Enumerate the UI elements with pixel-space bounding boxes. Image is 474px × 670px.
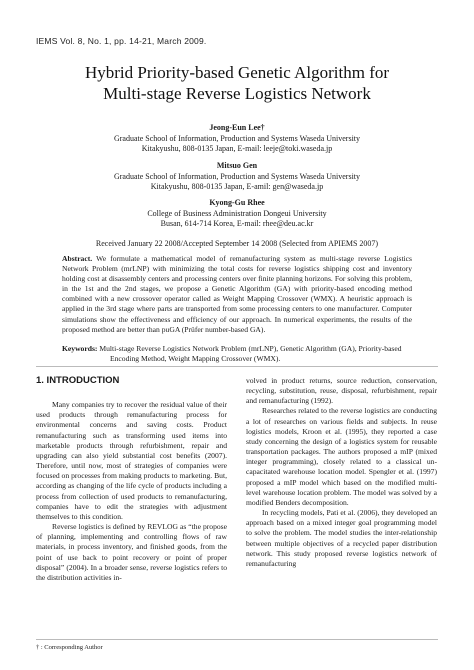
keywords-label: Keywords: [62,344,98,353]
left-column [36,376,227,583]
author-affiliation: Graduate School of Information, Production and Systems Waseda University [113,133,361,143]
right-column [246,376,437,569]
author-address: Kitakyushu, 808-0135 Japan, E-amil: gen@waseda.jp [150,182,324,191]
author-affiliation: Graduate School of Information, Production and Systems Waseda University [113,171,361,181]
paragraph: Many companies try to recover the residual value of their used products through remanufacturing process for environmental concerns and saving costs. Product remanufacturing such as transforming used items into marketable products through refurbishment, repair and upgrading can also yield substantial cost benefits (2007). Therefore, until now, most of strategies of companies were focused on processes from making products to marketing. But, according as changing of the life cycle of products including a process from collection of used products to remanufacturing, companies have to edit the strategies with adjustment themselves to this condition. [36,400,227,521]
abstract-label: Abstract. [62,254,93,263]
keywords-text-1: Multi-stage Reverse Logistics Network Problem (mrLNP), Genetic Algorithm (GA), Priority-based [99,344,402,353]
keywords [62,344,412,364]
section-divider [36,366,438,367]
footnote: † : Corresponding Author [36,644,103,651]
author-name: Kyong-Gu Rhee [209,198,265,207]
journal-reference: IEMS Vol. 8, No. 1, pp. 14-21, March 2009. [36,36,207,46]
paper-title [0,62,474,104]
author-name: Jeong-Eun Lee† [209,123,265,132]
author-block-1 [0,123,474,155]
received-date: Received January 22 2008/Accepted September 14 2008 (Selected from APIEMS 2007) [95,239,379,248]
author-name: Mitsuo Gen [216,161,258,170]
abstract [62,254,412,335]
paragraph: In recycling models, Pati et al. (2006), they developed an approach based on a mixed integer goal programming model to solve the problem. The model studies the inter-relationship between multiple objectives of a recycled paper distribution network. This study proposed reverse logistics network of remanufacturing [246,508,437,568]
abstract-text: We formulate a mathematical model of remanufacturing system as multi-stage reverse Logistics Network Problem (mrLNP) with minimizing the total costs for reverse logistics shipping cost and inventory holding cost at disassembly centers and processing centers over finite planning horizons. For solving this problem, in the 1st and the 2nd stages, we propose a Genetic Algorithm (GA) with priority-based encoding method combined with a new crossover operator called as Weight Mapping Crossover (WMX). A heuristic approach is applied in the 3rd stage where parts are transported from some processing centers to one manufacturer. Computer simulations show the effectiveness and efficiency of our approach. In numerical experiments, the results of the proposed method are better than puGA (Prüfer number-based GA). [62,254,412,334]
title-line-2: Multi-stage Reverse Logistics Network [103,84,371,103]
author-address: Busan, 614-714 Korea, E-mail: rhee@deu.ac.kr [160,219,314,228]
title-line-1: Hybrid Priority-based Genetic Algorithm for [84,63,390,82]
author-affiliation: College of Business Administration Dongeui University [147,208,327,218]
keywords-text-2: Encoding Method, Weight Mapping Crossover (WMX). [110,354,281,364]
paragraph: volved in product returns, source reduction, conservation, recycling, substitution, reuse, disposal, refurbishment, repair and remanufacturing (1992). [246,376,437,406]
footnote-divider [36,639,438,640]
section-heading: 1. INTRODUCTION [36,375,120,386]
paragraph: Researches related to the reverse logistics are conducting a lot of researches on various fields and subjects. In reuse logistics models, Kroon et al. (1995), they reported a case study concerning the design of a logistics system for reusable transportation packages. The authors proposed a mIP (mixed integer programming), closely related to a classical un-capacitated warehouse location model. Spengler et al. (1997) proposed a mIP model which based on the modified multi-level warehouse location problem. The model was solved by a modified Benders decomposition. [246,406,437,507]
author-address: Kitakyushu, 808-0135 Japan, E-mail: leeje@toki.waseda.jp [141,144,333,153]
author-block-3 [0,198,474,230]
author-block-2 [0,161,474,193]
paragraph: Reverse logistics is defined by REVLOG as “the propose of planning, implementing and controlling flows of raw materials, in process inventory, and finished goods, from the point of use back to point recovery or point of proper disposal” (2004). In a broader sense, reverse logistics refers to the distribution activities in- [36,522,227,582]
